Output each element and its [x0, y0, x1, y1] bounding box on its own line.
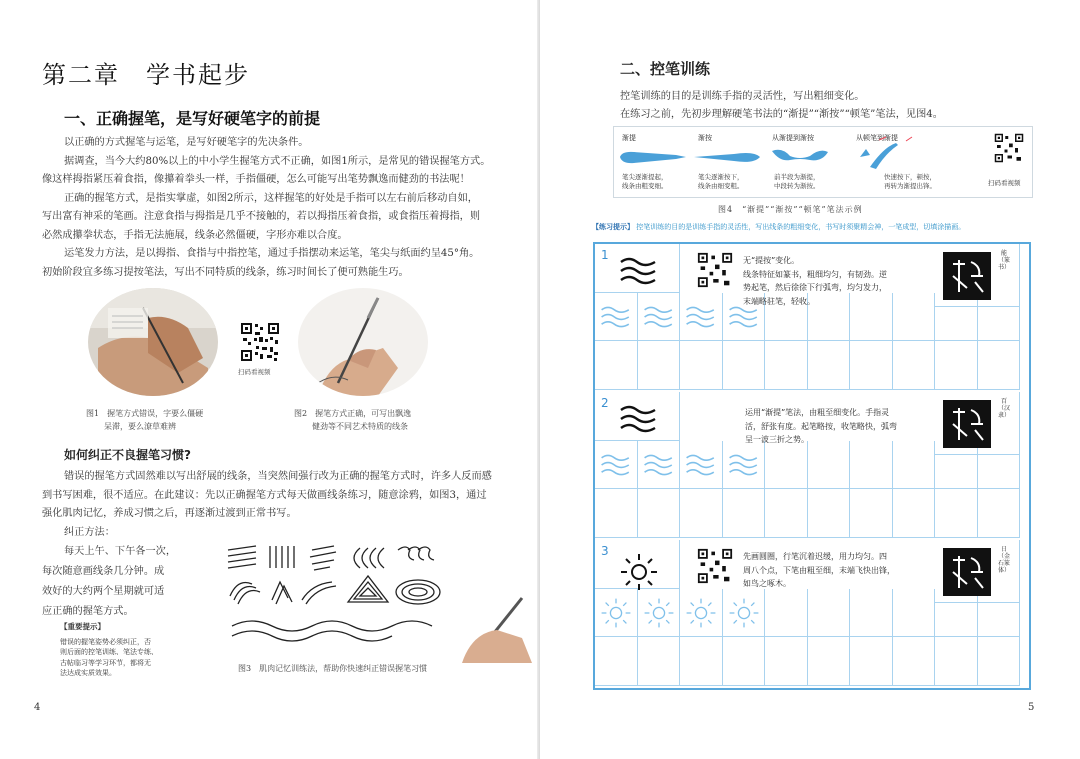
- right-page: [540, 0, 1080, 759]
- exercise-description: [743, 254, 887, 308]
- section2-title: 如何纠正不良握笔习惯?: [64, 448, 191, 462]
- practice-cell[interactable]: [935, 637, 978, 686]
- section-title: 二、控笔训练: [620, 60, 711, 78]
- practice-cell[interactable]: [935, 489, 978, 538]
- paragraph-line: 到书写困难，很不适应。在此建议：先以正确握笔方式每天做画线条练习，随意涂鸦，如图3，通过: [42, 489, 487, 501]
- qr-caption: 扫码看视频: [238, 368, 271, 376]
- practice-cell[interactable]: [978, 637, 1021, 686]
- strip-desc: [884, 173, 936, 191]
- chapter-title: 第二章 学书起步: [42, 61, 250, 89]
- exercise-qr-code[interactable]: [697, 252, 733, 292]
- practice-cell[interactable]: [978, 489, 1021, 538]
- description-line: 末端略驻笔，轻收。: [743, 296, 815, 306]
- paragraph-line: 错误的握笔方式固然难以写出舒展的线条，当突然间强行改为正确的握笔方式时，许多人反而感: [64, 471, 492, 482]
- page-number: 5: [1028, 702, 1035, 713]
- tip-title: 【重要提示】: [60, 622, 105, 631]
- paragraph-line: 写出富有神采的笔画。注意食指与拇指是几乎不接触的，若以拇指压着食指，或食指压着拇指，则: [42, 211, 481, 222]
- calligraphy-sample-image: [943, 252, 991, 300]
- tip-line: 法达成实质效果。: [60, 669, 116, 677]
- legend-label: 从渐提到渐按: [772, 134, 814, 142]
- method-line: 效好的大约两个星期就可适: [42, 586, 165, 597]
- exercise-qr-code[interactable]: [697, 548, 733, 588]
- exercise-number: 3: [601, 544, 609, 558]
- strip-desc: [774, 173, 820, 191]
- desc-line: 线条由粗变细。: [622, 182, 668, 190]
- practice-cell[interactable]: [638, 637, 681, 686]
- section1-title: 一、正确握笔，是写好硬笔字的前提: [64, 109, 321, 128]
- desc-line: 线条由细变粗。: [698, 182, 744, 190]
- trace-stroke-icon[interactable]: [728, 597, 760, 633]
- paragraph-line: 强化肌肉记忆，养成习惯之后，再逐渐过渡到正常书写。: [42, 508, 297, 519]
- practice-cell[interactable]: [638, 489, 681, 538]
- method-label: 纠正方法：: [64, 526, 115, 538]
- legend-label: 渐提: [622, 134, 636, 142]
- legend-label: 渐按: [698, 134, 712, 142]
- paragraph-line: 正确的握笔方式，是指实掌虚，如图2所示，这样握笔的好处是手指可以左右前后移动自如，: [64, 192, 478, 204]
- description-line: 势起笔，然后徐徐下行弧弯，均匀发力，: [743, 283, 887, 292]
- caption-line: 健劲等不同艺术特质的线条: [312, 422, 408, 431]
- strip-qr-code[interactable]: [994, 133, 1024, 163]
- description-line: 线条特征如篆书，粗细均匀，有韧劲。逆: [743, 269, 887, 279]
- video-qr-code[interactable]: [240, 322, 280, 362]
- stroke-example-icon: [619, 552, 659, 596]
- tip-text: 控笔训练的目的是训练手指的灵活性，写出线条的粗细变化，书写时须聚精会神，一笔成型，切填涂描画。: [636, 223, 966, 231]
- caption-line: 呆滞，要么潦草难辨: [104, 422, 176, 431]
- caption-line: 图2 握笔方式正确，可写出飘逸: [294, 409, 412, 418]
- practice-cell[interactable]: [935, 341, 978, 390]
- practice-cell[interactable]: [978, 341, 1021, 390]
- intro-line: 在练习之前，先初步理解硬笔书法的“渐提”“渐按”“顿笔”笔法，见图4。: [620, 109, 943, 120]
- trace-stroke-icon[interactable]: [600, 453, 632, 481]
- tip-label: 【练习提示】: [592, 223, 634, 231]
- section1-body: [42, 134, 491, 282]
- paragraph-line: 像这样拇指紧压着食指，像攥着拳头一样，手指僵硬，怎么可能写出笔势飘逸而健劲的书法呢！: [42, 174, 470, 185]
- exercise-description: [743, 550, 895, 591]
- sample-label: 日（金石篆体）: [997, 546, 1010, 574]
- tip-line: 错误的握笔姿势必须纠正，否: [60, 637, 151, 646]
- description-line: 先画圆圈，行笔沉着迟缓，用力均匀。四: [743, 552, 887, 561]
- tip-line: 则后面的控笔训练、笔法专练、: [60, 648, 158, 656]
- page-number: 4: [34, 702, 41, 713]
- practice-cell[interactable]: [595, 637, 638, 686]
- stroke-examples: [614, 127, 954, 172]
- desc-line: 快速按下，顿按，: [884, 173, 936, 181]
- sample-label: 能（篆书）: [997, 250, 1010, 271]
- trace-stroke-icon[interactable]: [728, 453, 760, 481]
- trace-stroke-icon[interactable]: [685, 453, 717, 481]
- method-line: 每天上午、下午各一次，: [64, 546, 177, 557]
- fig2-caption: [294, 407, 411, 433]
- trace-stroke-icon[interactable]: [643, 453, 675, 481]
- desc-line: 中段转为渐按。: [774, 182, 820, 190]
- strip-desc: [698, 173, 744, 191]
- paragraph-line: 以正确的方式握笔与运笔，是写好硬笔字的先决条件。: [64, 137, 309, 148]
- method-text: [42, 542, 176, 622]
- stroke-example-icon: [619, 404, 659, 438]
- important-tip: [60, 622, 180, 679]
- method-line: 应正确的握笔方式。: [42, 606, 134, 617]
- qr-code-icon: [697, 548, 733, 584]
- trace-stroke-icon[interactable]: [685, 597, 717, 633]
- exercise-number: 1: [601, 248, 609, 262]
- sample-label: 百（汉隶）: [997, 398, 1010, 419]
- trace-stroke-icon[interactable]: [600, 597, 632, 633]
- trace-stroke-icon[interactable]: [600, 305, 632, 333]
- trace-stroke-icon[interactable]: [728, 305, 760, 333]
- intro-line: 控笔训练的目的是训练手指的灵活性，写出粗细变化。: [620, 91, 865, 102]
- stroke-example-icon: [619, 256, 659, 290]
- calligraphy-sample-image: [943, 548, 991, 596]
- qr-code-icon: [240, 322, 280, 362]
- fig1-caption: [86, 407, 203, 433]
- scribble-practice-figure: [222, 538, 532, 663]
- wrong-grip-photo: [88, 288, 218, 396]
- practice-tip: [592, 222, 965, 232]
- strip-desc: [622, 173, 668, 191]
- section2-body: [42, 468, 492, 542]
- trace-stroke-icon[interactable]: [685, 305, 717, 333]
- calligraphy-sample-image: [943, 400, 991, 448]
- exercise-description: [745, 406, 897, 447]
- paragraph-line: 初始阶段宜多练习提按笔法，写出不同特质的线条，练习时间长了便可熟能生巧。: [42, 266, 409, 278]
- method-line: 每次随意画线条几分钟。成: [42, 566, 165, 577]
- qr-code-icon: [994, 133, 1024, 163]
- intro-text: [620, 88, 943, 124]
- description-line: 周八个点，下笔由粗至细，末端飞快出锋，: [743, 565, 895, 575]
- trace-stroke-icon[interactable]: [643, 305, 675, 333]
- practice-cell[interactable]: [595, 341, 638, 390]
- paragraph-line: 必然成攥拳状态，手指无法施展，线条必然僵硬，字形亦难以合度。: [42, 229, 348, 241]
- brush-technique-strip: [613, 126, 1033, 198]
- description-line: 运用“渐提”笔法，由粗至细变化。手指灵: [745, 408, 890, 417]
- description-line: 无“提按”变化。: [743, 256, 800, 265]
- desc-line: 笔尖逐渐提起，: [622, 173, 668, 181]
- paragraph-line: 运笔发力方法，是以拇指、食指与中指控笔，通过手指摆动来运笔，笔尖与纸面约呈45°角。: [64, 248, 480, 259]
- description-line: 呈一波三折之势。: [745, 435, 809, 444]
- fig4-caption: 图4 “渐提”“渐按”“顿笔”笔法示例: [718, 205, 863, 214]
- fig3-caption: 图3 肌肉记忆训练法，帮助你快速纠正错误握笔习惯: [238, 664, 428, 673]
- qr-code-icon: [697, 252, 733, 288]
- tip-line: 古帖临习等学习环节，都将无: [60, 658, 151, 667]
- trace-stroke-icon[interactable]: [643, 597, 675, 633]
- practice-grid: [593, 242, 1031, 690]
- desc-line: 笔尖逐渐按下，: [698, 173, 744, 181]
- practice-cell[interactable]: [638, 341, 681, 390]
- correct-grip-photo: [298, 288, 428, 396]
- practice-cell[interactable]: [595, 489, 638, 538]
- exercise-number: 2: [601, 396, 609, 410]
- desc-line: 再转为渐提出锋。: [884, 182, 936, 190]
- legend-label: 从顿笔到渐提: [856, 134, 898, 142]
- description-line: 活，舒张有度。起笔略按，收笔略快，弧弯: [745, 421, 897, 431]
- desc-line: 前半段为渐提，: [774, 173, 820, 181]
- caption-line: 图1 握笔方式错误，字要么僵硬: [86, 409, 204, 418]
- paragraph-line: 据调查，当今大约80%以上的中小学生握笔方式不正确，如图1所示，是常见的错误握笔方式。: [64, 155, 491, 167]
- strip-qr-caption: 扫码看视频: [988, 179, 1021, 187]
- description-line: 如鸟之啄木。: [743, 579, 791, 588]
